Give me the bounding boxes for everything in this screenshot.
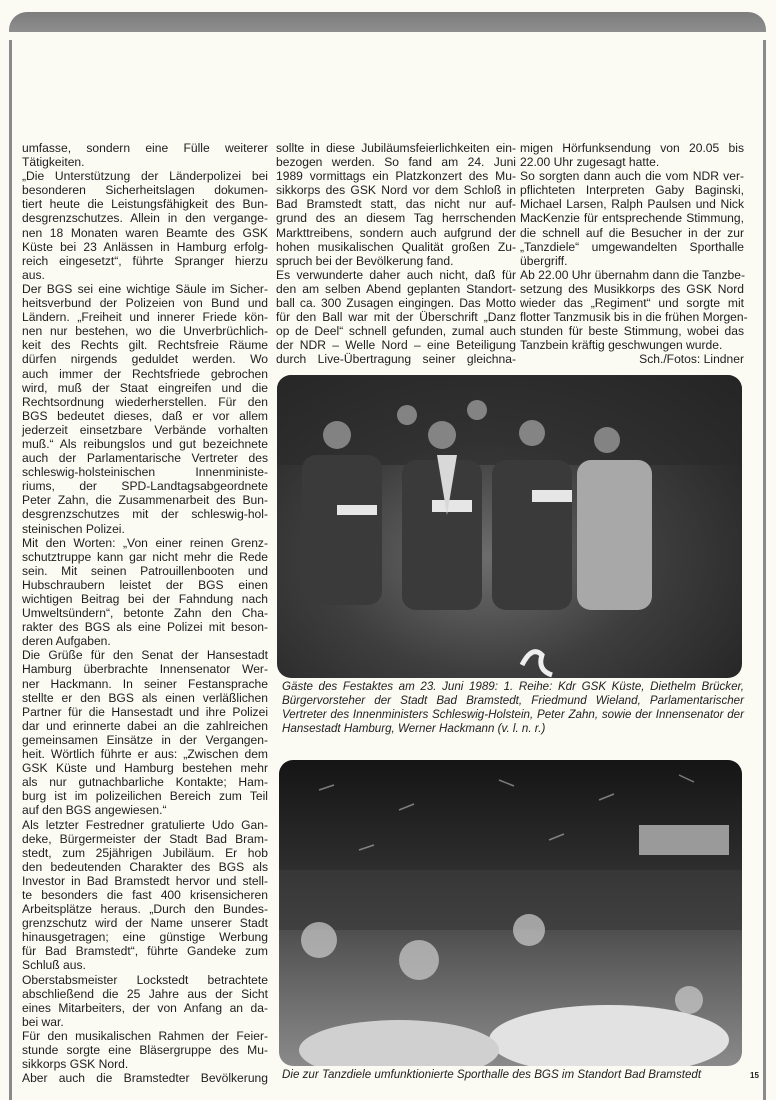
text-line: steinischen Polizei. — [22, 521, 125, 536]
text-line: eines Mitarbeiters, der von Anfang an da- — [22, 1000, 268, 1015]
text-line: auf den BGS angewiesen.“ — [22, 803, 167, 818]
text-line: Umweltsündern“, betonte Zahn den Cha- — [22, 606, 268, 621]
text-line: besonderen Sicherheitslagen dokumen- — [22, 183, 268, 198]
text-line: hohen musikalischen Qualität großen Zu- — [276, 239, 516, 254]
text-line: umfasse, sondern eine Fülle weiterer — [22, 141, 268, 155]
text-line: wieder das „Regiment“ und sorgte mit — [520, 296, 744, 311]
text-line: gemeinsamen Einsätze in der Vergangen- — [22, 732, 268, 747]
text-line: auch der Parlamentarische Vertreter des — [22, 451, 268, 466]
text-line: sikkorps GSK Nord. — [22, 1057, 129, 1072]
text-line: op de Deel“ schnell gefunden, zumal auch — [276, 324, 516, 339]
text-line: Küste bei 23 Anlässen in Hamburg erfolg- — [22, 239, 268, 254]
text-line: stunde sorgte eine Bläsergruppe des Mu- — [22, 1043, 268, 1057]
page-header-bar — [9, 12, 766, 32]
text-line: ner Hackmann. In seiner Festansprache — [22, 676, 268, 691]
text-line: deren Aufgaben. — [22, 634, 111, 649]
text-line: Tanzbein kräftig geschwungen wurde. — [520, 338, 723, 353]
text-line: Für den musikalischen Rahmen der Feier- — [22, 1028, 268, 1043]
text-line: Arbeitsplätze heraus. „Durch den Bundes- — [22, 902, 268, 917]
text-line: reich eingesetzt“, führte Spranger hierzu — [22, 253, 268, 268]
text-line: stellte er den BGS als einen verläßlichen — [22, 690, 268, 705]
text-line: schutztruppe kann gar nicht mehr die Rede — [22, 549, 268, 564]
photo-festakt-image — [277, 375, 742, 678]
text-line: Es verwunderte daher auch nicht, daß für — [276, 267, 516, 282]
photo-caption-1: Gäste des Festaktes am 23. Juni 1989: 1. Reihe: Kdr GSK Küste, Diethelm Brücker, Bürgervorsteher der Stadt Bad Bramstedt, Friedmund Wieland, Parlamentarischer Vertreter des Innenministers Schleswig-Holstein, Peter Zahn, sowie der Innensenator der Hansestadt Hamburg, Werner Hackmann (v. l. n. r.) — [282, 680, 744, 735]
page-frame-left — [9, 40, 12, 1100]
text-line: Aber auch die Bramstedter Bevölkerung — [22, 1071, 268, 1086]
text-column-3 — [520, 141, 748, 367]
text-line: wird, muß der Staat eingreifen und die — [22, 380, 268, 395]
photo-credit: Sch./Fotos: Lindner — [639, 352, 744, 367]
text-line: rakter des BGS als eine Polizei mit beson- — [22, 620, 268, 635]
text-line: deke, Bürgermeister der Stadt Bad Bram- — [22, 831, 268, 846]
text-line: riums, der SPD-Landtagsabgeordnete — [22, 479, 268, 494]
text-line: Hamburg überbrachte Innensenator Wer- — [22, 662, 268, 677]
text-line: Der BGS sei eine wichtige Säule im Sicher- — [22, 281, 268, 296]
text-line: der NDR – Welle Nord – eine Beteiligung — [276, 338, 516, 353]
text-line: ball ca. 300 Zusagen eingingen. Das Motto — [276, 296, 516, 311]
photo-caption-2: Die zur Tanzdiele umfunktionierte Sporthalle des BGS im Standort Bad Bramstedt — [282, 1068, 702, 1081]
text-line: Ab 22.00 Uhr übernahm dann die Tanzbe- — [520, 267, 746, 282]
text-line: GSK Küste und Hamburg bestehen mehr — [22, 761, 268, 776]
text-line: keit des Rechts gilt. Rechtsfreie Räume — [22, 338, 268, 353]
text-line: hinausgetragen; eine günstige Werbung — [22, 930, 268, 945]
text-line: stunden für beste Stimmung, wobei das — [520, 324, 744, 339]
text-line: Schluß aus. — [22, 958, 86, 973]
text-line: migen Hörfunksendung von 20.05 bis — [520, 141, 744, 155]
photo-festakt-guests — [277, 375, 742, 678]
text-line: MacKenzie für entsprechende Stimmung, — [520, 211, 744, 226]
text-line: pflichteten Interpreten Gaby Baginski, — [520, 183, 744, 198]
text-line: Tätigkeiten. — [22, 155, 85, 170]
text-line: stedt, zum 25jährigen Jubiläum. Er hob — [22, 845, 268, 860]
photo-tanzdiele-hall — [279, 760, 742, 1066]
text-line: die schnell auf die Besucher in der zur — [520, 225, 744, 240]
text-line: te besonders die fast 400 krisensicheren — [22, 887, 268, 902]
text-line: „Die Unterstützung der Länderpolizei bei — [22, 169, 268, 184]
text-line: Oberstabsmeister Lockstedt betrachtete — [22, 972, 268, 987]
text-line: „Tanzdiele“ umgewandelten Sporthalle — [520, 239, 744, 254]
text-line: Hubschraubern leistet der BGS einen — [22, 577, 268, 592]
text-line: dar und erinnerte dabei an die zahlreichen — [22, 718, 268, 733]
text-line: desgrenzschutzes mit der schleswig-hol- — [22, 507, 268, 522]
text-line: grund des an diesem Tag herrschenden — [276, 211, 516, 226]
text-line: tiert heute die Leistungsfähigkeit des Bun- — [22, 197, 268, 212]
text-line: grenzschutz wird der Name unserer Stadt — [22, 916, 268, 931]
text-line: Ländern. „Freiheit und innerer Friede kön- — [22, 310, 268, 325]
text-line: schleswig-holsteinischen Innenministe- — [22, 465, 268, 480]
text-line: durch Live-Übertragung seiner gleichna- — [276, 352, 516, 367]
text-line: Bad Bramstedt statt, das nicht nur auf- — [276, 197, 516, 212]
text-line: flotter Tanzmusik bis in die frühen Morgen- — [520, 310, 748, 325]
text-line: 1989 vormittags ein Platzkonzert des Mu- — [276, 169, 516, 184]
text-line: für Bad Bramstedt“, führte Gandeke zum — [22, 944, 268, 959]
text-line: Mit den Worten: „Von einer reinen Grenz- — [22, 535, 268, 550]
text-line: Partner für die Hansestadt und ihre Polizei — [22, 704, 268, 719]
text-line: heitsverbund der Polizeien von Bund und — [22, 296, 268, 311]
photo-tanzdiele-image — [279, 760, 742, 1066]
text-line: muß.“ Als reibungslos und gut bezeichnete — [22, 436, 268, 451]
text-column-1 — [22, 141, 268, 1085]
text-line: dürfen nirgends geduldet werden. Wo — [22, 352, 268, 367]
text-line: spruch bei der Bevölkerung fand. — [276, 253, 454, 268]
text-line: bei war. — [22, 1014, 64, 1029]
text-line: burg ist im polizeilichen Bereich zum Teil — [22, 789, 268, 804]
text-line: setzung des Musikkorps des GSK Nord — [520, 281, 744, 296]
text-line: den am selben Abend geplanten Standort- — [276, 281, 516, 296]
text-line: jederzeit einsetzbare Verbände vorhalten — [22, 422, 268, 437]
text-line: Peter Zahn, die Zusammenarbeit des Bun- — [22, 493, 268, 508]
text-line: den bedeutenden Charakter des BGS als — [22, 859, 268, 874]
page-number: 15 — [750, 1071, 759, 1080]
text-line: als nur gutnachbarliche Kontakte; Ham- — [22, 775, 268, 790]
text-line: abschließend die 25 Jahre aus der Sicht — [22, 986, 268, 1001]
text-line: für den Ball war mit der Überschrift „Danz — [276, 310, 516, 325]
text-line: Markttreibens, sondern auch aufgrund der — [276, 225, 516, 240]
text-line: bezogen werden. So fand am 24. Juni — [276, 155, 516, 170]
text-line: nen 18 Monaten waren Beamte des GSK — [22, 225, 268, 240]
text-line: sollte in diese Jubiläumsfeierlichkeiten ein- — [276, 141, 516, 155]
text-line: übergriff. — [520, 253, 568, 268]
text-line: Investor in Bad Bramstedt hervor und stell- — [22, 873, 268, 888]
text-line: nen nur bestehen, wo die Unverbrüchlich- — [22, 324, 268, 339]
text-line: sikkorps des GSK Nord vor dem Schloß in — [276, 183, 516, 198]
text-line: BGS bedeutet dieses, daß er vor allem — [22, 408, 268, 423]
text-line: aus. — [22, 267, 45, 282]
text-line: 22.00 Uhr zugesagt hatte. — [520, 155, 660, 170]
text-line: So sorgten dann auch die vom NDR ver- — [520, 169, 744, 184]
text-line: desgrenzschutzes. Allein in den vergange- — [22, 211, 268, 226]
page-frame-inner — [13, 32, 762, 62]
text-line: wichtigen Beitrag bei der Fahndung nach — [22, 592, 268, 606]
text-line: Michael Larsen, Ralph Paulsen und Nick — [520, 197, 744, 212]
text-column-2 — [276, 141, 516, 367]
text-line: Die Grüße für den Senat der Hansestadt — [22, 648, 268, 663]
page-frame-right — [763, 40, 766, 1100]
text-line: Als letzter Festredner gratulierte Udo Gan- — [22, 817, 268, 832]
text-line: heit. Wörtlich führte er aus: „Zwischen dem — [22, 747, 268, 762]
text-line: Rechtsordnung wiederherstellen. Für den — [22, 394, 268, 409]
text-line: sein. Mit seinen Patrouillenbooten und — [22, 563, 268, 578]
text-line: auch immer der Rechtsfriede gebrochen — [22, 366, 268, 381]
